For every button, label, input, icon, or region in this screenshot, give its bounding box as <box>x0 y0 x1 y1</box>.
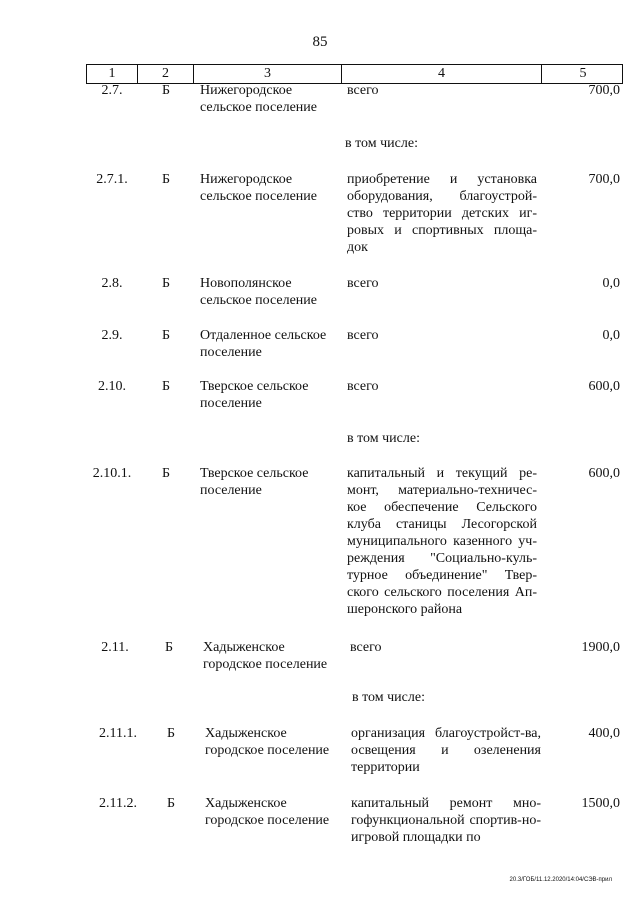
row-value: 1500,0 <box>581 796 620 811</box>
row-number: 2.11.1. <box>99 726 137 741</box>
row-number: 2.10.1. <box>92 466 132 481</box>
row-description: приобретение и установка оборудования, благоустрой-ство территории детских иг-ровых и спортивных площа-док <box>347 172 537 255</box>
row-value: 700,0 <box>588 83 620 98</box>
row-value: 700,0 <box>588 172 620 187</box>
row-settlement: Хадыженское городское поселение <box>205 796 330 828</box>
row-description: капитальный и текущий ре-монт, материально-техничес-кое обеспечение Сельского клуба станицы Лесогорской муниципального казенного уч-реждения "Социально-куль-турное объединение" Твер-ского сельского поселения Ап-шеронского района <box>347 466 537 617</box>
row-number: 2.7.1. <box>96 172 128 187</box>
row-settlement: Нижегородское сельское поселение <box>200 83 317 115</box>
row-description: всего <box>347 83 379 98</box>
row-type: Б <box>161 172 171 187</box>
row-settlement: Тверское сельское поселение <box>200 466 309 498</box>
table-header <box>86 64 623 84</box>
row-number: 2.7. <box>101 83 123 98</box>
row-description: всего <box>347 379 379 394</box>
row-settlement: Новополянское сельское поселение <box>200 276 317 308</box>
row-type: Б <box>161 328 171 343</box>
row-value: 600,0 <box>588 466 620 481</box>
row-settlement: Отдаленное сельское поселение <box>200 328 327 360</box>
row-number: 2.11.2. <box>99 796 137 811</box>
row-number: 2.9. <box>101 328 123 343</box>
row-description: всего <box>347 276 379 291</box>
row-number: 2.10. <box>98 379 126 394</box>
row-description: капитальный ремонт мно-гофункциональной спортив-но-игровой площадки по <box>351 796 541 845</box>
row-settlement: Хадыженское городское поселение <box>203 640 328 672</box>
row-type: Б <box>161 466 171 481</box>
row-settlement: Нижегородское сельское поселение <box>200 172 317 204</box>
row-number: 2.11. <box>101 640 129 655</box>
header-col-2: 2 <box>138 65 194 83</box>
page-number: 85 <box>312 34 328 50</box>
row-value: 400,0 <box>588 726 620 741</box>
row-number: 2.8. <box>101 276 123 291</box>
header-col-5: 5 <box>579 66 587 81</box>
row-type: Б <box>166 726 176 741</box>
row-type: Б <box>166 796 176 811</box>
document-footer-code: 20.3/ГОБ/11.12.2020/14:04/СЭВ-прил <box>509 877 612 883</box>
row-description: всего <box>350 640 382 655</box>
header-col-4: 4 <box>342 65 542 83</box>
row-value: 0,0 <box>602 276 620 291</box>
header-col-1: 1 <box>87 65 138 83</box>
row-value: 0,0 <box>602 328 620 343</box>
header-col-3: 3 <box>194 65 342 83</box>
row-type: Б <box>161 379 171 394</box>
row-settlement: Хадыженское городское поселение <box>205 726 330 758</box>
row-description: всего <box>347 328 379 343</box>
row-type: Б <box>164 640 174 655</box>
row-value: 600,0 <box>588 379 620 394</box>
row-type: Б <box>161 276 171 291</box>
row-value: 1900,0 <box>581 640 620 655</box>
row-description: организация благоустройст-ва, освещения и озеленения территории <box>351 726 541 775</box>
row-type: Б <box>161 83 171 98</box>
row-settlement: Тверское сельское поселение <box>200 379 309 411</box>
